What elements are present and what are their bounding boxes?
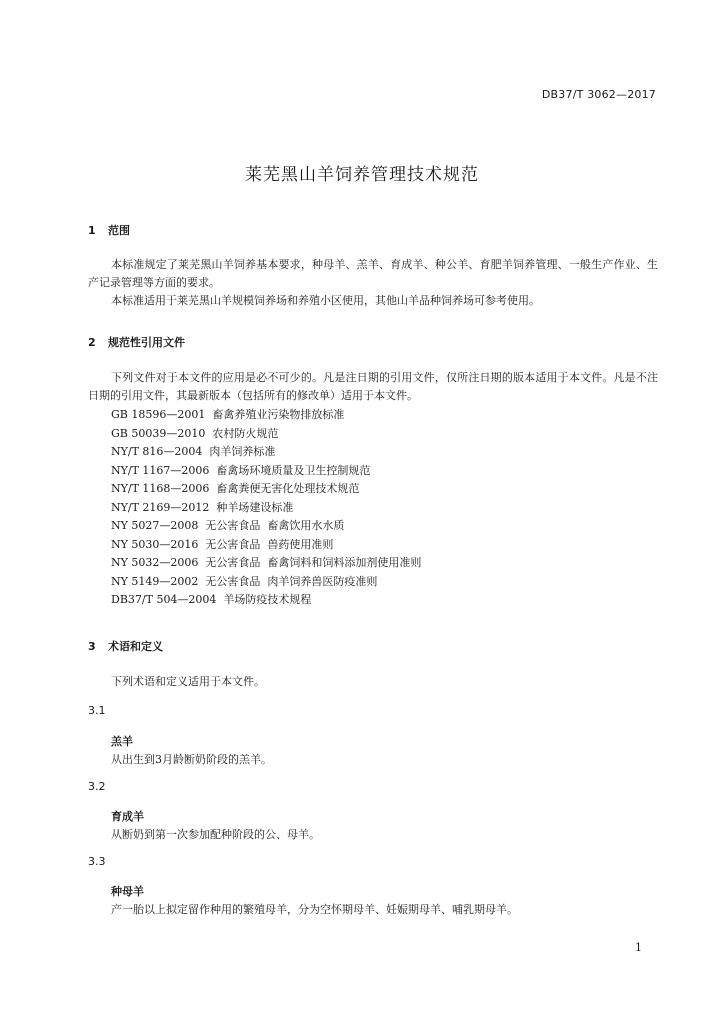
term-definition: 从断奶到第一次参加配种阶段的公、母羊。 [111,828,320,841]
term-definition: 产一胎以上拟定留作种用的繁殖母羊，分为空怀期母羊、妊娠期母羊、哺乳期母羊。 [111,903,518,916]
reference-item: NY 5149—2002 无公害食品 肉羊饲养兽医防疫准则 [111,574,378,588]
document-title: 莱芜黑山羊饲养管理技术规范 [245,165,479,185]
terms-intro: 下列术语和定义适用于本文件。 [111,675,265,688]
reference-item: NY/T 816—2004 肉羊饲养标准 [111,445,276,458]
reference-item: NY 5032—2006 无公害食品 畜禽饲料和饲料添加剂使用准则 [111,556,422,569]
reference-item: NY/T 1167—2006 畜禽场环境质量及卫生控制规范 [111,463,371,477]
section-title: 规范性引用文件 [108,336,185,349]
section-title: 范围 [108,224,130,237]
section-2-heading [88,334,185,350]
term-number: 3.2 [88,780,106,793]
term-definition: 从出生到3月龄断奶阶段的羔羊。 [111,753,272,766]
term-number: 3.1 [88,704,106,717]
normative-references-intro: 下列文件对于本文件的应用是必不可少的。凡是注日期的引用文件，仅所注日期的版本适用于本文件。凡是不注日期的引用文件，其最新版本（包括所有的修改单）适用于本文件。 [88,371,658,402]
section-number: 1 [88,224,96,237]
reference-item: GB 18596—2001 畜禽养殖业污染物排放标准 [111,408,345,421]
reference-item: NY/T 2169—2012 种羊场建设标准 [111,500,294,514]
section-number: 3 [88,640,96,653]
term-number: 3.3 [88,855,106,868]
reference-list [111,406,421,610]
standard-code: DB37/T 3062—2017 [541,88,656,101]
section-number: 2 [88,336,96,349]
section-3-heading [88,638,163,654]
term-name: 种母羊 [111,885,144,898]
reference-item: GB 50039—2010 农村防火规范 [111,426,279,440]
reference-item: NY 5030—2016 无公害食品 兽药使用准则 [111,537,334,551]
scope-paragraph-1: 本标准规定了莱芜黑山羊饲养基本要求，种母羊、羔羊、育成羊、种公羊、育肥羊饲养管理、一般生产作业、生产记录管理等方面的要求。 [88,258,658,289]
term-name: 育成羊 [111,810,144,823]
reference-item: DB37/T 504—2004 羊场防疫技术规程 [111,593,312,606]
page-number: 1 [635,941,642,954]
reference-item: NY 5027—2008 无公害食品 畜禽饮用水水质 [111,519,345,532]
reference-item: NY/T 1168—2006 畜禽粪便无害化处理技术规范 [111,482,360,495]
term-name: 羔羊 [111,735,133,748]
section-1-heading [88,222,130,238]
scope-paragraph-2: 本标准适用于莱芜黑山羊规模饲养场和养殖小区使用，其他山羊品种饲养场可参考使用。 [111,294,540,307]
section-title: 术语和定义 [108,640,163,653]
